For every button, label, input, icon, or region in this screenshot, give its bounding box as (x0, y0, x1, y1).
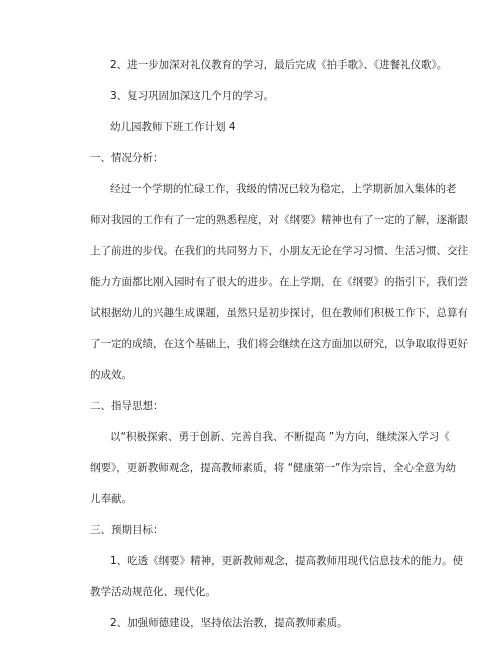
paragraph-line: 教学活动规范化、现代化。 (90, 586, 216, 598)
paragraph-line: 1、吃透《纲要》精神，更新教师观念，提高教师用现代信息技术的能力。使 (110, 555, 464, 567)
paragraph-line: 经过一个学期的忙碌工作，我级的情况已较为稳定，上学期新加入集体的老 (110, 183, 457, 195)
paragraph-line: 以“积极探索、勇于创新、完善自我、不断提高 ”为方向，继续深入学习《 (110, 431, 450, 443)
paragraph-line: 了一定的成绩，在这个基础上，我们将会继续在这方面加以研究，以争取取得更好 (90, 338, 468, 350)
section-heading: 二、指导思想： (90, 400, 164, 412)
list-item: 2、加强师德建设，坚持依法治教，提高教师素质。 (110, 617, 348, 629)
section-heading: 三、预期目标： (90, 524, 164, 536)
paragraph-line: 上了前进的步伐。在我们的共同努力下，小朋友无论在学习习惯、生活习惯、交往 (90, 245, 468, 257)
paragraph-line: 试根据幼儿的兴趣生成课题，虽然只是初步探讨，但在教师们积极工作下，总算有 (90, 307, 468, 319)
document-title: 幼儿园教师下班工作计划 4 (110, 121, 236, 133)
paragraph-line: 的成效。 (90, 369, 132, 381)
section-heading: 一、情况分析： (90, 152, 164, 164)
list-item: 3、复习巩固加深这几个月的学习。 (110, 90, 275, 102)
paragraph-line: 能力方面都比刚入园时有了很大的进步。在上学期，在《纲要》的指引下，我们尝 (90, 276, 468, 288)
list-item: 2、进一步加深对礼仪教育的学习，最后完成《拍手歌》、《进餐礼仪歌》。 (110, 59, 448, 71)
paragraph-line: 纲要》，更新教师观念，提高教师素质，将 “健康第一”作为宗旨，全心全意为幼 (90, 462, 456, 474)
paragraph-line: 师对我园的工作有了一定的熟悉程度，对《纲要》精神也有了一定的了解，逐渐跟 (90, 214, 468, 226)
paragraph-line: 儿奉献。 (90, 493, 132, 505)
